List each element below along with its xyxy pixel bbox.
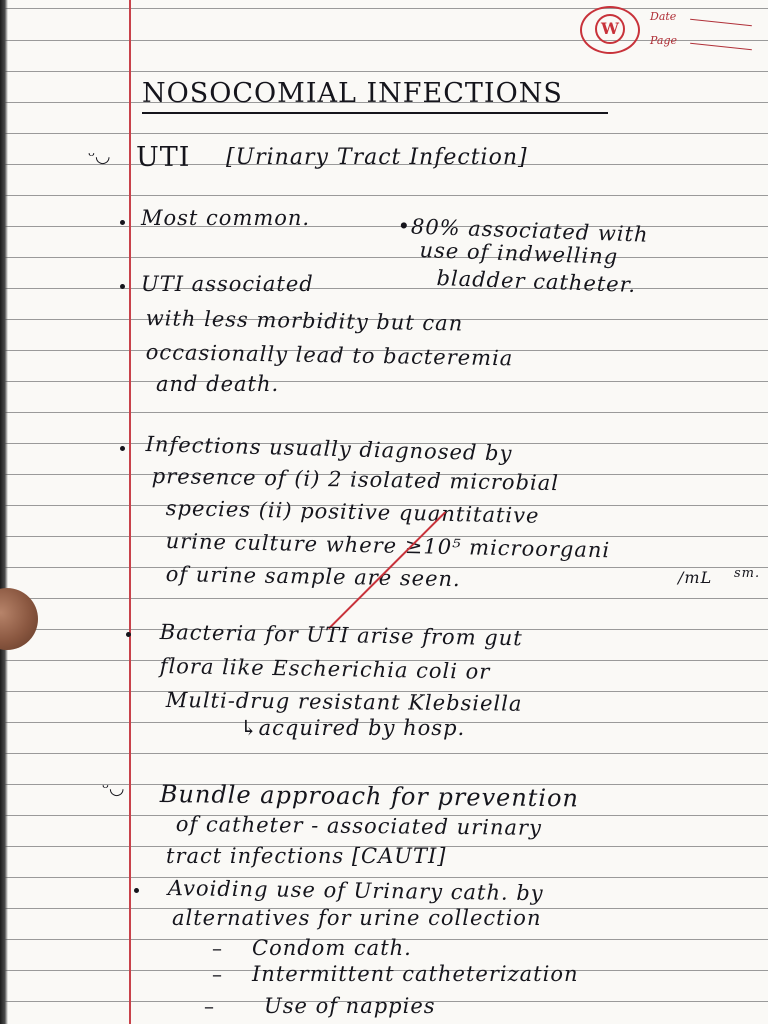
bullet — [120, 220, 125, 225]
smiley-icon: ᵕ◡ — [88, 146, 111, 167]
text-line: of catheter - associated urinary — [175, 812, 543, 840]
text-line: and death. — [156, 372, 280, 396]
unit-superscript: sm. — [734, 566, 761, 581]
smiley-icon: ᵕ◡ — [102, 778, 125, 799]
margin-line — [129, 0, 131, 1024]
text-line: flora like Escherichia coli or — [159, 654, 491, 684]
text-line: •80% associated with — [397, 214, 649, 247]
page-label: Page — [650, 34, 678, 47]
list-item: Intermittent catheterization — [252, 962, 579, 986]
text-line: presence of (i) 2 isolated microbial — [151, 464, 560, 496]
text-line: species (ii) positive quantitative — [165, 496, 540, 528]
uti-heading-bracket: [Urinary Tract Infection] — [226, 145, 528, 170]
text-line: UTI associated — [141, 272, 314, 296]
text-line: Multi-drug resistant Klebsiella — [165, 688, 523, 716]
text-line: occasionally lead to bacteremia — [145, 340, 514, 371]
text-line: of urine sample are seen. — [165, 562, 461, 592]
date-line — [690, 19, 752, 26]
text-line: tract infections [CAUTI] — [166, 844, 447, 868]
bullet — [120, 446, 125, 451]
bullet — [126, 632, 131, 637]
text-line: with less morbidity but can — [145, 306, 464, 336]
text-line: urine culture where ≥10⁵ microorgani — [165, 529, 611, 563]
bullet — [120, 284, 125, 289]
list-item: Condom cath. — [252, 936, 412, 960]
dash: – — [212, 936, 222, 960]
text-line: use of indwelling — [419, 238, 619, 269]
list-item: Use of nappies — [264, 994, 436, 1018]
page-line — [690, 43, 752, 50]
text-line: Avoiding use of Urinary cath. by — [167, 876, 544, 906]
text-line: bladder catheter. — [436, 266, 637, 297]
unit-label: /mL — [678, 568, 713, 587]
section-heading: Bundle approach for prevention — [159, 780, 580, 813]
text-line: Infections usually diagnosed by — [145, 432, 513, 466]
page-title: NOSOCOMIAL INFECTIONS — [142, 78, 563, 109]
title-underline — [142, 112, 608, 114]
brand-logo — [580, 6, 640, 54]
date-label: Date — [650, 10, 677, 23]
text-line: Bacteria for UTI arise from gut — [159, 620, 523, 651]
bullet — [134, 888, 139, 893]
text-line: ↳acquired by hosp. — [240, 716, 466, 740]
logo-letter: W — [601, 19, 619, 38]
text-line: Most common. — [141, 206, 311, 230]
uti-heading: UTI — [136, 142, 191, 173]
dash: – — [212, 962, 222, 986]
text-line: alternatives for urine collection — [172, 906, 542, 930]
dash: – — [204, 994, 214, 1018]
thumb — [0, 588, 38, 650]
